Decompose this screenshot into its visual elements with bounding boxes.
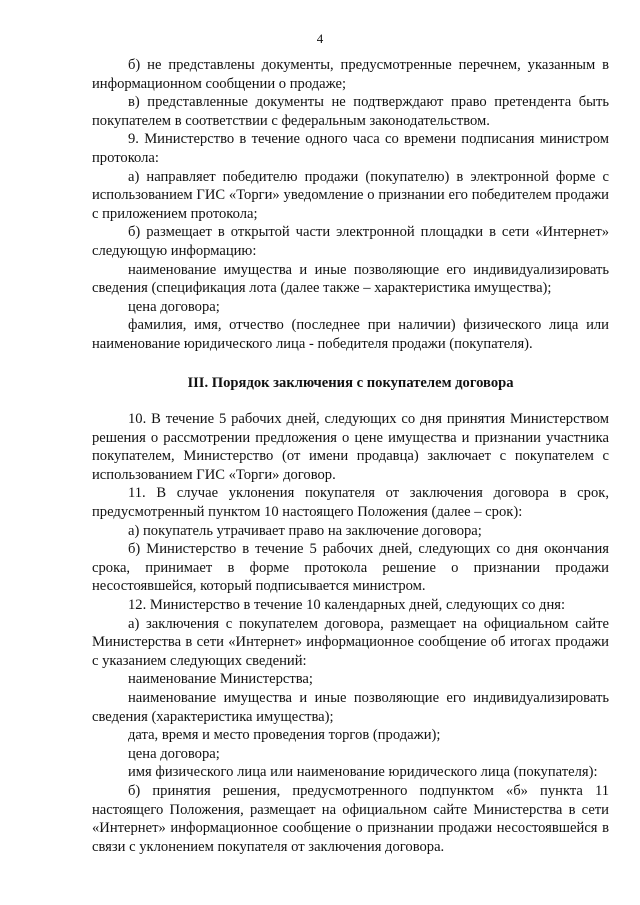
document-body	[92, 56, 609, 856]
paragraph: а) покупатель утрачивает право на заключение договора;	[128, 522, 482, 539]
paragraph: цена договора;	[128, 745, 220, 762]
paragraph: б) не представлены документы, предусмотренные перечнем, указанным в информационном сообщении о продаже;	[92, 57, 609, 92]
section-heading: III. Порядок заключения с покупателем договора	[187, 374, 514, 391]
paragraph: фамилия, имя, отчество (последнее при наличии) физического лица или наименование юридического лица - победителя продажи (покупателя).	[92, 317, 609, 352]
paragraph: 12. Министерство в течение 10 календарных дней, следующих со дня:	[128, 597, 566, 614]
paragraph: а) направляет победителю продажи (покупателю) в электронной форме с использованием ГИС «Торги» уведомление о признании его победителем продажи с приложением протокола;	[92, 168, 609, 222]
paragraph: 10. В течение 5 рабочих дней, следующих со дня принятия Министерством решения о рассмотрении предложения о цене имущества и признании участника покупателем, Министерство (от имени продавца) заключает с покупателем с использованием ГИС «Торги» договор.	[92, 411, 609, 483]
paragraph: дата, время и место проведения торгов (продажи);	[128, 727, 441, 744]
paragraph: 9. Министерство в течение одного часа со времени подписания министром протокола:	[92, 131, 609, 166]
paragraph: б) Министерство в течение 5 рабочих дней, следующих со дня окончания срока, принимает в форме протокола решение о признании продажи несостоявшейся, который подписывается министром.	[92, 541, 609, 595]
paragraph: б) принятия решения, предусмотренного подпунктом «б» пункта 11 настоящего Положения, размещает на официальном сайте Министерства в сети «Интернет» информационное сообщение о признании продажи несостоявшейся в связи с уклонением покупателя от заключения договора.	[92, 782, 609, 855]
paragraph: а) заключения с покупателем договора, размещает на официальном сайте Министерства в сети «Интернет» информационное сообщение об итогах продажи с указанием следующих сведений:	[92, 615, 609, 669]
paragraph: наименование Министерства;	[128, 671, 313, 688]
paragraph: б) размещает в открытой части электронной площадки в сети «Интернет» следующую информацию:	[92, 224, 609, 259]
paragraph: 11. В случае уклонения покупателя от заключения договора в срок, предусмотренный пунктом 10 настоящего Положения (далее – срок):	[92, 485, 609, 521]
paragraph: цена договора;	[128, 298, 220, 315]
paragraph: наименование имущества и иные позволяющие его индивидуализировать сведения (спецификация лота (далее также – характеристика имущества);	[92, 261, 609, 297]
paragraph: имя физического лица или наименование юридического лица (покупателя):	[128, 764, 598, 781]
paragraph: наименование имущества и иные позволяющие его индивидуализировать сведения (характеристика имущества);	[92, 690, 609, 725]
paragraph: в) представленные документы не подтверждают право претендента быть покупателем в соответствии с федеральным законодательством.	[92, 94, 609, 129]
page-number: 4	[316, 31, 324, 46]
